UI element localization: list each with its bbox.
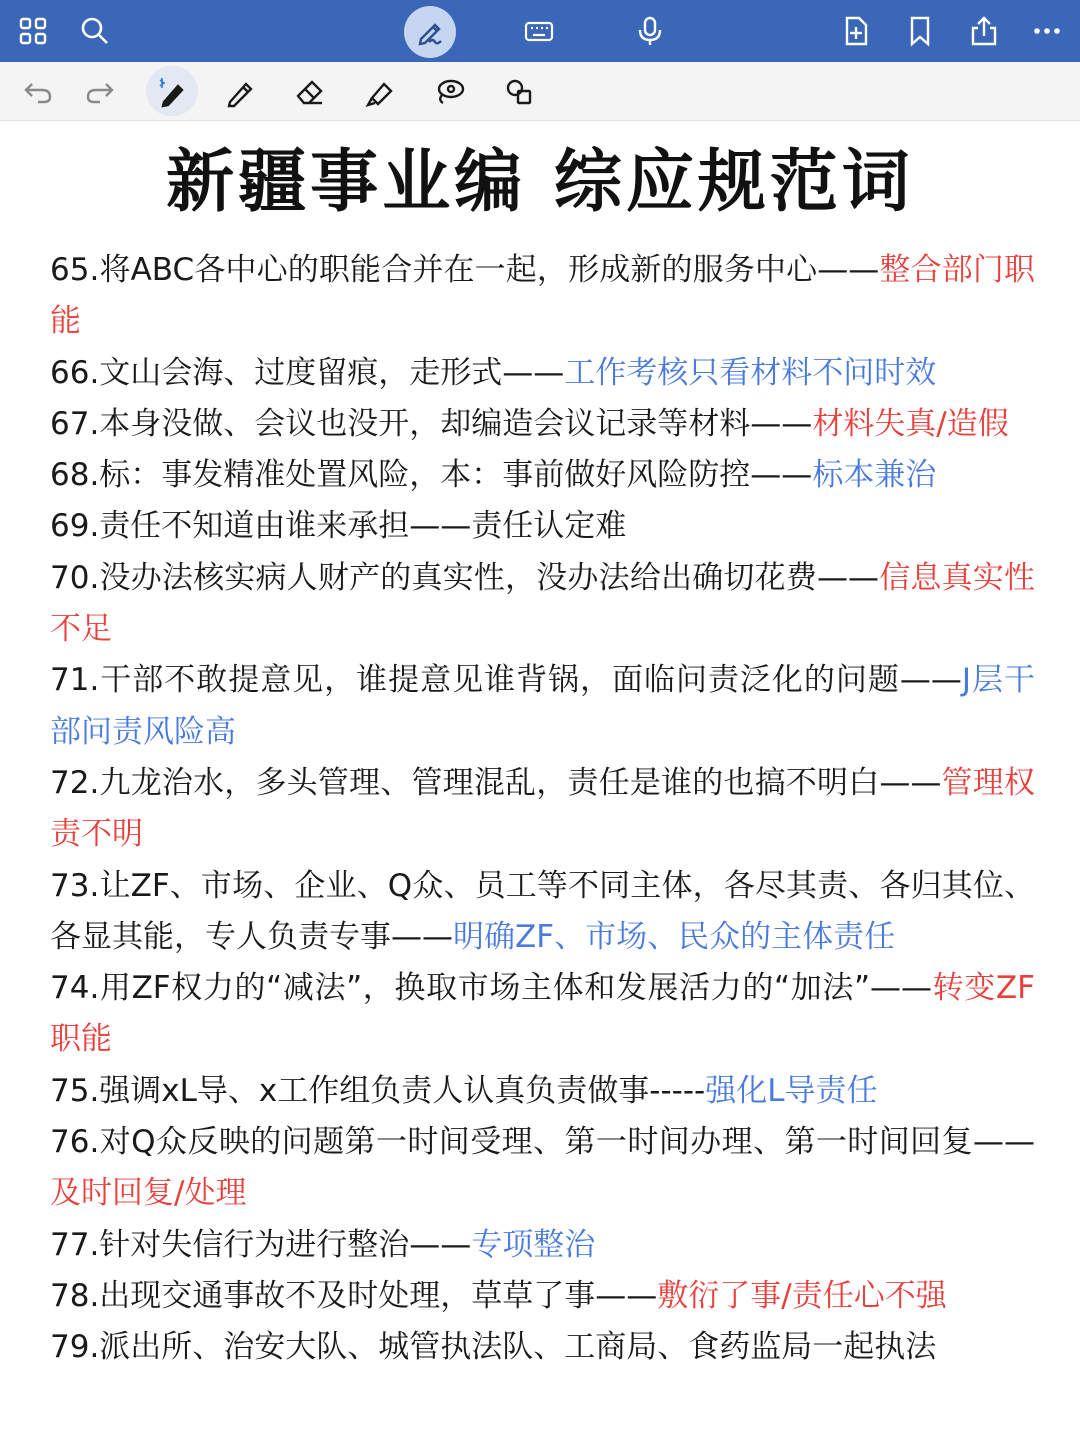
list-item [50, 553, 1035, 656]
entry-description: 67.本身没做、会议也没开，却编造会议记录等材料—— [50, 405, 813, 442]
entry-description: 72.九龙治水，多头管理、管理混乱，责任是谁的也搞不明白—— [50, 764, 942, 801]
document-body [50, 245, 1035, 1374]
list-item [50, 1066, 1035, 1117]
entry-description: 66.文山会海、过度留痕，走形式—— [50, 354, 565, 391]
share-icon[interactable] [961, 8, 1007, 54]
more-icon[interactable] [1024, 8, 1070, 54]
eraser-icon[interactable] [290, 72, 330, 112]
entry-description: 76.对Q众反映的问题第一时间受理、第一时间办理、第一时间回复—— [50, 1124, 1035, 1161]
entry-answer: 管理权责不明 [50, 764, 1035, 853]
top-app-bar [0, 0, 1080, 62]
grid-icon[interactable] [10, 8, 56, 54]
list-item [50, 450, 1035, 501]
entry-answer: J层干部问责风险高 [50, 662, 1035, 750]
entry-description: 74.用ZF权力的“减法”，换取市场主体和发展活力的“加法”—— [50, 970, 933, 1007]
add-page-icon[interactable] [833, 8, 879, 54]
list-item [50, 861, 1035, 964]
search-icon[interactable] [72, 8, 118, 54]
entry-description: 65.将ABC各中心的职能合并在一起，形成新的服务中心—— [50, 252, 880, 288]
entry-description: 79.派出所、治安大队、城管执法队、工商局、食药监局一起执法 [50, 1329, 937, 1366]
bookmark-icon[interactable] [897, 8, 943, 54]
pencil-icon[interactable] [220, 72, 260, 112]
entry-answer: 标本兼治 [812, 457, 937, 494]
entry-description: 71.干部不敢提意见，谁提意见谁背锅，面临问责泛化的问题—— [50, 662, 962, 699]
redo-icon[interactable] [80, 72, 120, 112]
list-item [50, 1271, 1035, 1322]
entry-answer: 强化L导责任 [705, 1072, 878, 1109]
entry-answer: 信息真实性不足 [50, 559, 1035, 648]
list-item [50, 1322, 1035, 1373]
entry-description: 68.标：事发精准处置风险，本：事前做好风险防控—— [50, 457, 813, 494]
shapes-icon[interactable] [500, 72, 540, 112]
entry-answer: 敷衍了事/责任心不强 [657, 1277, 947, 1314]
list-item [50, 399, 1035, 450]
lasso-icon[interactable] [430, 72, 470, 112]
list-item [50, 501, 1035, 552]
keyboard-icon[interactable] [516, 8, 562, 54]
entry-description: 70.没办法核实病人财产的真实性，没办法给出确切花费—— [50, 559, 880, 596]
list-item [50, 1117, 1035, 1220]
list-item [50, 245, 1035, 348]
list-item [50, 348, 1035, 399]
bluetooth-pen-icon[interactable] [152, 72, 192, 112]
entry-description: 78.出现交通事故不及时处理，草草了事—— [50, 1277, 658, 1314]
list-item [50, 1220, 1035, 1271]
document-title: 新疆事业编 综应规范词 [166, 143, 914, 222]
entry-answer: 及时回复/处理 [50, 1175, 247, 1212]
entry-answer: 责任认定难 [471, 508, 627, 545]
entry-answer: 整合部门职能 [50, 252, 1036, 340]
entry-answer: 专项整治 [471, 1226, 596, 1263]
entry-description: 75.强调xL导、x工作组负责人认真负责做事----- [50, 1072, 706, 1109]
entry-description: 73.让ZF、市场、企业、Q众、员工等不同主体，各尽其责、各归其位、各显其能，专人负责专事—— [50, 867, 1035, 955]
list-item [50, 963, 1035, 1066]
drawing-toolbar [0, 62, 1080, 121]
microphone-icon[interactable] [627, 8, 673, 54]
handwriting-pen-icon[interactable] [404, 6, 456, 58]
entry-description: 69.责任不知道由谁来承担—— [50, 508, 472, 545]
entry-answer: 转变ZF职能 [50, 970, 1035, 1058]
entry-answer: 明确ZF、市场、民众的主体责任 [453, 918, 896, 955]
entry-description: 77.针对失信行为进行整治—— [50, 1226, 472, 1263]
undo-icon[interactable] [18, 72, 58, 112]
highlighter-icon[interactable] [360, 72, 400, 112]
list-item [50, 758, 1035, 861]
entry-answer: 材料失真/造假 [812, 405, 1009, 442]
entry-answer: 工作考核只看材料不问时效 [564, 354, 937, 391]
list-item [50, 655, 1035, 758]
